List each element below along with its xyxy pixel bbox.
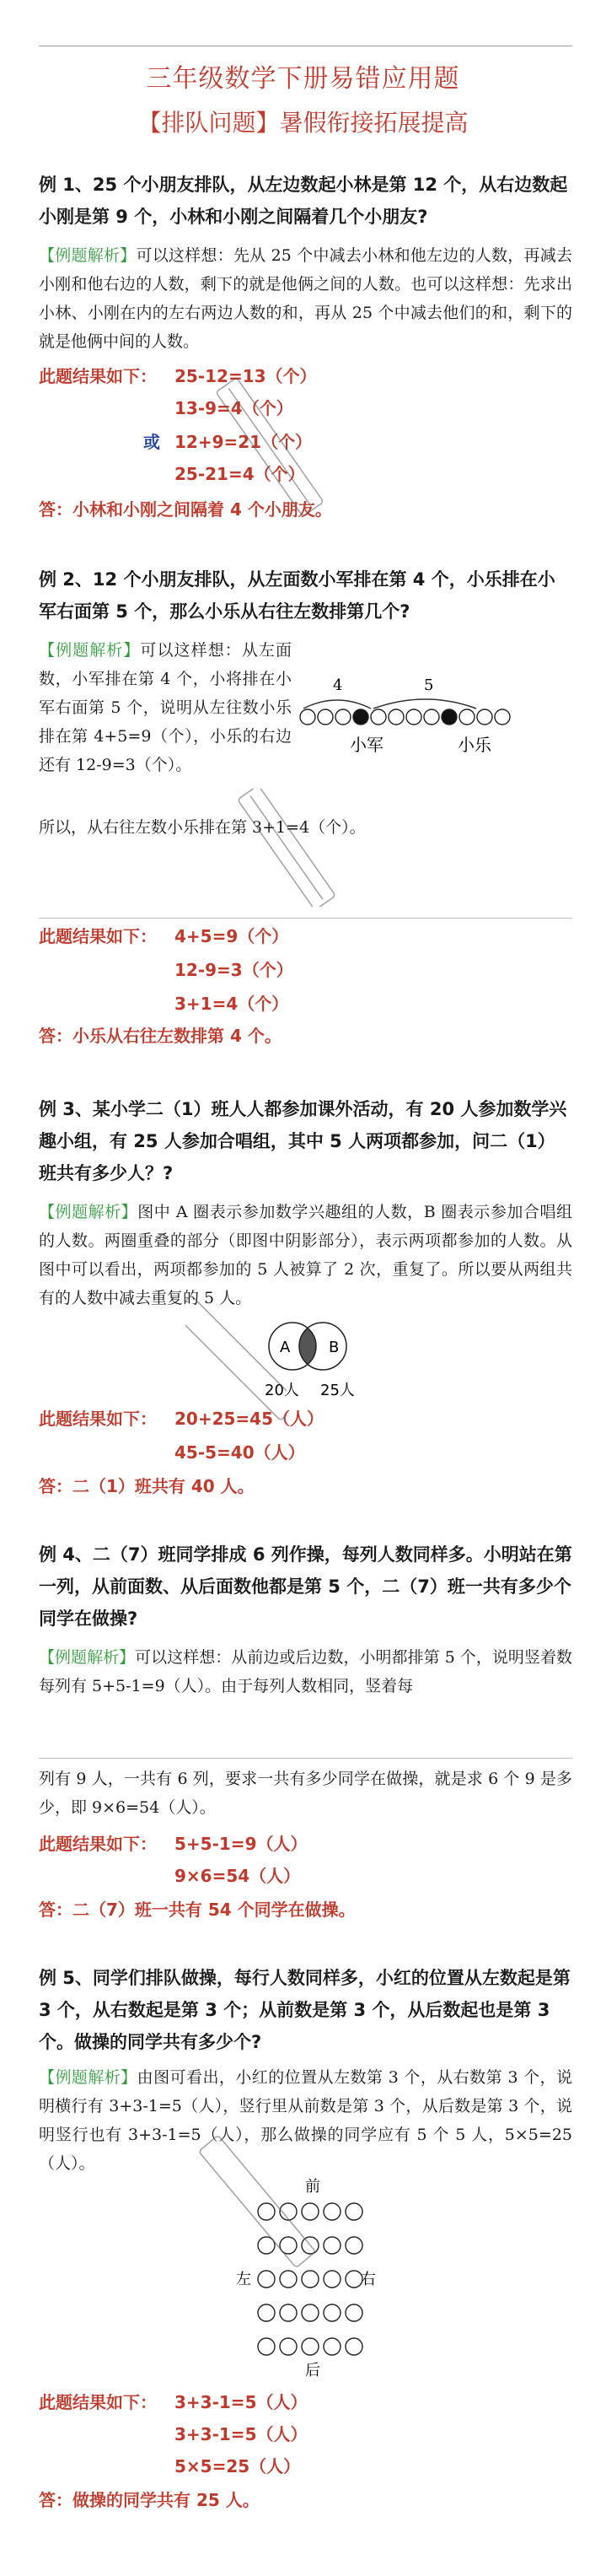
ex4-line-1: 5+5-1=9（人） [174, 1834, 308, 1854]
queue-child [477, 709, 492, 725]
page-subtitle: 【排队问题】暑假衔接拓展提高 [137, 109, 469, 137]
grid-student [346, 2338, 362, 2355]
grid-student [302, 2304, 319, 2321]
grid-student [346, 2304, 362, 2321]
section-divider [39, 1758, 572, 1759]
queue-child [424, 709, 439, 725]
queue-child [389, 709, 404, 725]
venn-label-b: B [329, 1339, 340, 1356]
fig-label-xiaojun: 小军 [350, 735, 383, 755]
ex2-question: 例 2、12 个小朋友排队，从左面数小军排在第 4 个，小乐排在小军右面第 5 个，那么小乐从右往左数排第几个? [39, 569, 555, 622]
brace-5 [373, 699, 476, 709]
ex1-line-4: 25-21=4（个） [174, 464, 305, 484]
grid-student [324, 2338, 341, 2355]
ex1-analysis-tag: 【例题解析】 [39, 246, 137, 265]
ex5-line-3: 5×5=25（人） [174, 2456, 301, 2476]
grid-student [324, 2304, 341, 2321]
ex3-line-1: 20+25=45（人） [174, 1409, 324, 1429]
queue-child [459, 709, 475, 725]
ex3-result-label: 此题结果如下： [39, 1409, 157, 1429]
ex4-analysis [39, 1643, 572, 1700]
ex1-analysis-text: 可以这样想：先从 25 个中减去小林和他左边的人数，再减去小刚和他右边的人数，剩下的就是他俩之间的人数。也可以这样想：先求出小林、小刚在内的左右两边人数的和，再从 25 个中减去他们的和，剩下的就是他俩中间的人数。 [39, 246, 572, 351]
ex5-analysis-tag: 【例题解析】 [39, 2068, 137, 2087]
stamp-seal-icon [211, 363, 329, 531]
queue-diagram [299, 675, 552, 768]
ex4-answer: 答：二（7）班一共有 54 个同学在做操。 [39, 1900, 356, 1920]
section-divider [39, 918, 572, 919]
brace-4 [303, 700, 371, 709]
ex1-analysis [39, 241, 572, 356]
ex2-line-1: 4+5=9（个） [174, 926, 289, 946]
fig-label-xiaole: 小乐 [458, 735, 491, 755]
queue-child-marked [353, 709, 368, 725]
grid-student [324, 2237, 341, 2254]
ex5-answer: 答：做操的同学共有 25 人。 [39, 2490, 260, 2510]
grid-student [302, 2338, 319, 2355]
ex4-line-2: 9×6=54（人） [174, 1866, 301, 1886]
ex2-line-3: 3+1=4（个） [174, 994, 289, 1014]
ex4-result-label: 此题结果如下： [39, 1834, 157, 1854]
ex5-line-2: 3+3-1=5（人） [174, 2424, 308, 2444]
ex1-question: 例 1、25 个小朋友排队，从左边数起小林是第 12 个，从右边数起小刚是第 9 个，小林和小刚之间隔着几个小朋友? [39, 175, 568, 227]
grid-student [346, 2271, 362, 2288]
ex2-analysis-b: 所以，从右往左数小乐排在第 3+1=4（个）。 [39, 818, 366, 837]
ex2-answer: 答：小乐从右往左数排第 4 个。 [39, 1026, 282, 1046]
queue-child [300, 709, 315, 725]
queue-child [335, 709, 351, 725]
ex1-result-label: 此题结果如下： [39, 366, 157, 386]
venn-label-a: A [280, 1339, 291, 1356]
ex3-line-2: 45-5=40（人） [174, 1442, 305, 1463]
ex1-line-2: 13-9=4（个） [174, 398, 293, 418]
ex5-analysis-text: 由图可看出，小红的位置从左数第 3 个，从右数第 3 个，说明横行有 3+3-1=5（人），竖行里从前数是第 3 个，从后数是第 3 个，说明竖行也有 3+3-1=5（人），那么做操的同学应有 5 个 5 人，5×5=25（人）。 [39, 2068, 572, 2173]
fig-number-5: 5 [424, 676, 434, 694]
grid-label-left: 左 [236, 2271, 251, 2288]
ex3-analysis-tag: 【例题解析】 [39, 1203, 138, 1221]
ex1-answer: 答：小林和小刚之间隔着 4 个小朋友。 [39, 499, 332, 520]
grid-student [258, 2304, 275, 2321]
stamp-seal-icon [194, 2126, 320, 2277]
grid-student [346, 2237, 362, 2254]
ex4-analysis-b: 列有 9 人，一共有 6 列，要求一共有多少同学在做操，就是求 6 个 9 是多少，即 9×6=54（人）。 [39, 1770, 572, 1817]
queue-child [371, 709, 386, 725]
grid-student [324, 2203, 341, 2220]
ex3-analysis [39, 1198, 572, 1312]
grid-student [280, 2304, 297, 2321]
ex3-answer: 答：二（1）班共有 40 人。 [39, 1476, 255, 1496]
venn-count-a: 20人 [265, 1382, 299, 1399]
ex2-analysis [39, 636, 292, 779]
venn-count-b: 25人 [320, 1382, 355, 1399]
ex1-line-1: 25-12=13（个） [174, 366, 317, 386]
ex2-line-2: 12-9=3（个） [174, 960, 293, 980]
ex5-line-1: 3+3-1=5（人） [174, 2392, 308, 2412]
grid-label-right: 右 [361, 2271, 376, 2288]
ex4-analysis-text: 可以这样想：从前边或后边数，小明都排第 5 个，说明竖着数每列有 5+5-1=9（人）。由于每列人数相同，竖着每 [39, 1648, 572, 1695]
stamp-seal-icon [211, 789, 362, 907]
ex5-question: 例 5、同学们排队做操，每行人数同样多，小红的位置从左数起是第 3 个，从右数起是第 3 个；从前数是第 3 个，从后数起也是第 3 个。做操的同学共有多少个? [39, 1968, 571, 2052]
ex2-analysis-text: 可以这样想：从左面数，小军排在第 4 个，小将排在小军右面第 5 个，说明从左往数小乐排在第 4+5=9（个），小乐的右边还有 12-9=3（个）。 [39, 641, 292, 774]
ex4-analysis-tag: 【例题解析】 [39, 1648, 136, 1667]
grid-student [258, 2338, 275, 2355]
queue-child-marked [442, 709, 457, 725]
grid-label-front: 前 [305, 2178, 320, 2196]
ex1-line-3: 12+9=21（个） [174, 432, 313, 452]
queue-child [406, 709, 421, 725]
ex2-analysis-tag: 【例题解析】 [39, 641, 141, 660]
page-title: 三年级数学下册易错应用题 [146, 64, 460, 94]
ex4-question: 例 4、二（7）班同学排成 6 列作操，每列人数同样多。小明站在第一列，从前面数、从后面数他都是第 5 个，二（7）班一共有多少个同学在做操? [39, 1544, 572, 1629]
ex1-or: 或 [143, 432, 160, 452]
queue-child [495, 709, 510, 725]
fig-number-4: 4 [333, 676, 343, 694]
ex2-result-label: 此题结果如下： [39, 926, 157, 946]
grid-student [346, 2203, 362, 2220]
grid-student [280, 2338, 297, 2355]
queue-child [318, 709, 333, 725]
ex5-result-label: 此题结果如下： [39, 2392, 157, 2412]
ex3-analysis-text: 图中 A 圈表示参加数学兴趣组的人数，B 圈表示参加合唱组的人数。两圈重叠的部分（即图中阴影部分），表示两项都参加的人数。从图中可以看出，两项都参加的 5 人被算了 2 次，重复了。所以要从两组共有的人数中减去重复的 5 人。 [39, 1203, 572, 1307]
grid-label-back: 后 [305, 2362, 320, 2379]
grid-student [324, 2271, 341, 2288]
ex3-question: 例 3、某小学二（1）班人人都参加课外活动，有 20 人参加数学兴趣小组，有 25 人参加合唱组，其中 5 人两项都参加，问二（1）班共有多少人？? [39, 1099, 567, 1183]
